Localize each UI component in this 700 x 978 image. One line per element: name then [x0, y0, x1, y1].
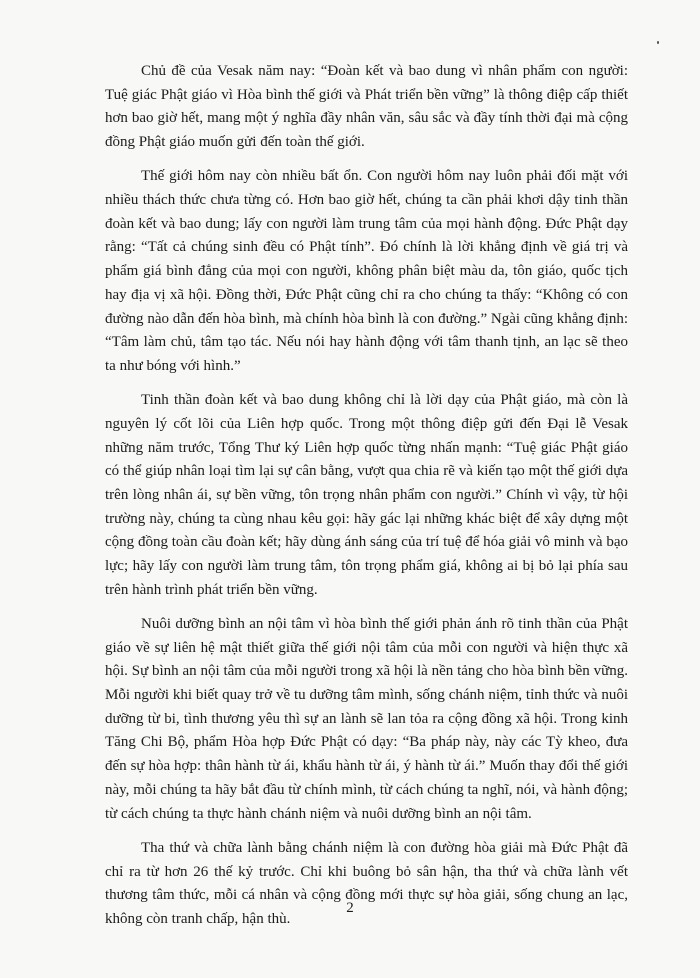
document-body	[105, 60, 628, 942]
paragraph-2: Thế giới hôm nay còn nhiều bất ổn. Con người hôm nay luôn phải đối mặt với nhiều thách thức chưa từng có. Hơn bao giờ hết, chúng ta cần phải khơi dậy tinh thần đoàn kết và bao dung; lấy con người làm trung tâm của mọi hành động. Đức Phật dạy rằng: “Tất cả chúng sinh đều có Phật tính”. Đó chính là lời khẳng định về giá trị và phẩm giá bình đẳng của mọi con người, không phân biệt màu da, tôn giáo, quốc tịch hay địa vị xã hội. Đồng thời, Đức Phật cũng chỉ ra cho chúng ta thấy: “Không có con đường nào dẫn đến hòa bình, mà chính hòa bình là con đường.” Ngài cũng khẳng định: “Tâm làm chủ, tâm tạo tác. Nếu nói hay hành động với tâm thanh tịnh, an lạc sẽ theo ta như bóng với hình.”	[105, 168, 628, 374]
page-number: 2	[346, 900, 354, 916]
paragraph-5: Tha thứ và chữa lành bằng chánh niệm là con đường hòa giải mà Đức Phật đã chỉ ra từ hơn 26 thế kỷ trước. Chỉ khi buông bỏ sân hận, tha thứ và chữa lành vết thương tâm thức, mỗi cá nhân và cộng đồng mới thực sự hòa giải, sống chung an lạc, không còn tranh chấp, hận thù.	[105, 839, 628, 927]
paragraph-3: Tinh thần đoàn kết và bao dung không chỉ là lời dạy của Phật giáo, mà còn là nguyên lý cốt lõi của Liên hợp quốc. Trong một thông điệp gửi đến Đại lễ Vesak những năm trước, Tổng Thư ký Liên hợp quốc từng nhấn mạnh: “Tuệ giác Phật giáo có thể giúp nhân loại tìm lại sự cân bằng, vượt qua chia rẽ và kiến tạo một thế giới dựa trên lòng nhân ái, sự bền vững, tôn trọng nhân phẩm con người.” Chính vì vậy, từ hội trường này, chúng ta cùng nhau kêu gọi: hãy gác lại những khác biệt để xây dựng một cộng đồng toàn cầu đoàn kết; hãy dùng ánh sáng của trí tuệ để hóa giải vô minh và bạo lực; hãy lấy con người làm trung tâm, tôn trọng phẩm giá, không ai bị bỏ lại phía sau trên hành trình phát triển bền vững.	[105, 392, 628, 598]
paragraph-4: Nuôi dưỡng bình an nội tâm vì hòa bình thế giới phản ánh rõ tinh thần của Phật giáo về sự liên hệ mật thiết giữa thế giới nội tâm của mỗi con người và hiện thực xã hội. Sự bình an nội tâm của mỗi người trong xã hội là nền tảng cho hòa bình bền vững. Mỗi người khi biết quay trở về tu dưỡng tâm mình, sống chánh niệm, tỉnh thức và nuôi dưỡng từ bi, tình thương yêu thì sự an lành sẽ lan tỏa ra cộng đồng xã hội. Trong kinh Tăng Chi Bộ, phẩm Hòa hợp Đức Phật có dạy: “Ba pháp này, này các Tỳ kheo, đưa đến sự hòa hợp: thân hành từ ái, khẩu hành từ ái, ý hành từ ái.” Muốn thay đổi thế giới này, mỗi chúng ta hãy bắt đầu từ chính mình, từ cách chúng ta nghĩ, nói, và hành động; từ cách chúng ta thực hành chánh niệm và nuôi dưỡng bình an nội tâm.	[105, 615, 628, 822]
paragraph-1: Chủ đề của Vesak năm nay: “Đoàn kết và bao dung vì nhân phẩm con người: Tuệ giác Phật giáo vì Hòa bình thế giới và Phát triển bền vững” là thông điệp cấp thiết hơn bao giờ hết, mang một ý nghĩa đầy nhân văn, sâu sắc và đầy tính thời đại mà cộng đồng Phật giáo muốn gửi đến toàn thế giới.	[105, 63, 628, 151]
scan-speck	[657, 41, 659, 44]
